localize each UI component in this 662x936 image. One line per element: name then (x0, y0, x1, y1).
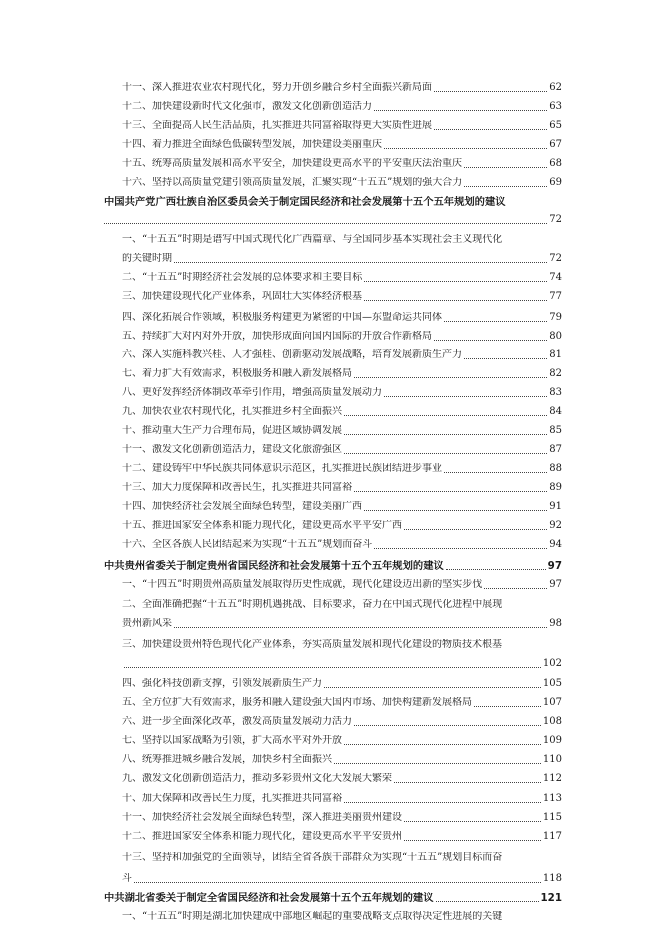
toc-page-number: 113 (542, 793, 562, 804)
dot-leader (434, 91, 547, 92)
toc-entry[interactable] (122, 579, 562, 591)
toc-entry-title: 十三、加大力度保障和改善民生，扎实推进共同富裕 (122, 482, 352, 493)
toc-entry[interactable] (122, 425, 562, 437)
toc-page-number: 80 (549, 331, 562, 342)
dot-leader (464, 186, 547, 187)
dot-leader (364, 300, 547, 301)
toc-page-number: 82 (549, 368, 562, 379)
toc-entry-continuation[interactable] (122, 873, 562, 885)
dot-leader (374, 548, 547, 549)
toc-entry[interactable] (122, 735, 562, 747)
toc-page-number: 97 (549, 579, 562, 590)
toc-entry-title[interactable]: 三、加快建设贵州特色现代化产业体系，夯实高质量发展和现代化建设的物质技术根基 (122, 639, 502, 650)
toc-entry[interactable] (122, 911, 562, 923)
toc-entry-title: 六、进一步全面深化改革，激发高质量发展动力活力 (122, 716, 352, 727)
dot-leader (324, 687, 541, 688)
toc-page-number: 89 (549, 482, 562, 493)
toc-page-number: 81 (549, 349, 562, 360)
dot-leader (444, 472, 547, 473)
toc-page-number: 67 (549, 139, 562, 150)
toc-entry-title: 十一、深入推进农业农村现代化，努力开创乡融合乡村全面振兴新局面 (122, 82, 432, 93)
toc-entry[interactable] (122, 463, 562, 475)
dot-leader (344, 802, 541, 803)
dot-leader (134, 882, 541, 883)
toc-entry-title: 七、坚持以国家战略为引领，扩大高水平对外开放 (122, 735, 342, 746)
toc-page-number: 87 (549, 444, 562, 455)
dot-leader (394, 782, 541, 783)
toc-entry-title: 三、加快建设现代化产业体系，巩固壮大实体经济根基 (122, 291, 362, 302)
toc-page-number: 63 (549, 101, 562, 112)
toc-entry-title: 十五、推进国家安全体系和能力现代化，建设更高水平平安广西 (122, 520, 402, 531)
toc-entry-continuation[interactable] (122, 618, 562, 630)
toc-entry-title: 十六、坚持以高质量党建引领高质量发展，汇聚实现“十五五”规划的强大合力 (122, 177, 463, 188)
toc-entry[interactable] (122, 349, 562, 361)
toc-entry-continuation[interactable] (122, 253, 562, 265)
toc-entry[interactable] (122, 444, 562, 456)
dot-leader (334, 763, 541, 764)
toc-page-number: 108 (542, 716, 562, 727)
toc-section-leader-row[interactable] (104, 214, 562, 226)
toc-entry[interactable] (122, 716, 562, 728)
toc-entry-title[interactable]: 一、“十五五”时期是谱写中国式现代化广西篇章、与全国同步基本实现社会主义现代化 (122, 234, 503, 245)
toc-section-title: 中共贵州省委关于制定贵州省国民经济和社会发展第十五个五年规划的建议 (104, 560, 444, 572)
toc-section-row[interactable] (104, 560, 562, 572)
dot-leader (124, 667, 541, 668)
dot-leader (474, 706, 541, 707)
toc-entry-title[interactable]: 二、全面准确把握“十五五”时期机遇挑战、目标要求，奋力在中国式现代化进程中展现 (122, 599, 503, 610)
toc-page-number: 72 (549, 214, 562, 225)
dot-leader (434, 129, 547, 130)
toc-entry-title: 四、强化科技创新支撑，引领发展新质生产力 (122, 678, 322, 689)
toc-page-number: 118 (542, 873, 562, 884)
toc-page-number: 79 (549, 312, 562, 323)
dot-leader (344, 415, 547, 416)
toc-entry-title: 四、深化拓展合作领域，积极服务构建更为紧密的中国—东盟命运共同体 (122, 312, 442, 323)
dot-leader (384, 396, 547, 397)
toc-page-number: 117 (542, 831, 562, 842)
toc-entry-title: 九、加快农业农村现代化，扎实推进乡村全面振兴 (122, 406, 342, 417)
toc-page-number: 85 (549, 425, 562, 436)
toc-entry-title: 一、“十四五”时期贵州高质量发展取得历史性成就，现代化建设迈出新的坚实步伐 (122, 579, 483, 590)
toc-page-number: 105 (542, 678, 562, 689)
toc-entry[interactable] (122, 678, 562, 690)
dot-leader (444, 321, 547, 322)
toc-section-row[interactable] (104, 892, 562, 904)
toc-entry[interactable] (122, 754, 562, 766)
dot-leader (354, 725, 541, 726)
toc-entry[interactable] (122, 312, 562, 324)
dot-leader (174, 627, 547, 628)
toc-page-number: 107 (542, 697, 562, 708)
toc-page-number: 72 (549, 253, 562, 264)
toc-page-number: 94 (549, 539, 562, 550)
toc-page-number: 112 (542, 773, 562, 784)
dot-leader (404, 529, 547, 530)
toc-page-number: 77 (549, 291, 562, 302)
toc-entry-title: 九、激发文化创新创造活力，推动多彩贵州文化大发展大繁荣 (122, 773, 392, 784)
toc-entry-title: 七、着力扩大有效需求，积极服务和融入新发展格局 (122, 368, 352, 379)
dot-leader (464, 167, 547, 168)
toc-page-number: 91 (549, 501, 562, 512)
toc-page-number: 102 (542, 658, 562, 669)
toc-entry[interactable] (122, 82, 562, 94)
toc-entry-title: 十五、统筹高质量发展和高水平安全，加快建设更高水平的平安重庆法治重庆 (122, 158, 462, 169)
toc-page-number: 97 (547, 560, 562, 572)
dot-leader (364, 510, 547, 511)
toc-entry[interactable] (122, 387, 562, 399)
dot-leader (354, 377, 547, 378)
toc-entry[interactable] (122, 101, 562, 113)
toc-page-number: 68 (549, 158, 562, 169)
toc-entry-title: 八、统筹推进城乡融合发展，加快乡村全面振兴 (122, 754, 332, 765)
toc-entry[interactable] (122, 368, 562, 380)
toc-page-number: 83 (549, 387, 562, 398)
toc-entry[interactable] (122, 120, 562, 132)
toc-entry-title: 十四、着力推进全面绿色低碳转型发展，加快建设美丽重庆 (122, 139, 382, 150)
toc-entry[interactable] (122, 520, 562, 532)
toc-entry-title: 十四、加快经济社会发展全面绿色转型，建设美丽广西 (122, 501, 362, 512)
toc-page-number: 62 (549, 82, 562, 93)
dot-leader (374, 110, 547, 111)
dot-leader (404, 840, 541, 841)
toc-entry-title: 二、“十五五”时期经济社会发展的总体要求和主要目标 (122, 272, 363, 283)
toc-entry[interactable] (122, 406, 562, 418)
toc-entry[interactable] (122, 139, 562, 151)
toc-entry-title-continued: 贵州新风采 (122, 618, 172, 629)
toc-entry[interactable] (122, 272, 562, 284)
dot-leader (384, 148, 547, 149)
toc-page-number: 109 (542, 735, 562, 746)
toc-entry[interactable] (122, 793, 562, 805)
toc-entry-title: 十六、全区各族人民团结起来为实现“十五五”规划而奋斗 (122, 539, 373, 550)
toc-entry-title: 一、“十五五”时期是湖北加快建成中部地区崛起的重要战略支点取得决定性进展的关键 (122, 911, 503, 922)
toc-entry-title: 十一、激发文化创新创造活力，建设文化旅游强区 (122, 444, 342, 455)
dot-leader (464, 358, 547, 359)
toc-page-number: 98 (549, 618, 562, 629)
toc-page-number: 121 (540, 892, 562, 904)
toc-entry-title: 五、持续扩大对内对外开放，加快形成面向国内国际的开放合作新格局 (122, 331, 432, 342)
toc-entry[interactable] (122, 158, 562, 170)
toc-entry[interactable] (122, 482, 562, 494)
toc-entry-continuation[interactable] (122, 658, 562, 670)
toc-entry-title: 十二、加快建设新时代文化强市，激发文化创新创造活力 (122, 101, 372, 112)
toc-entry-title: 十一、加快经济社会发展全面绿色转型，深入推进美丽贵州建设 (122, 812, 402, 823)
toc-entry-title: 十、加大保障和改善民生力度，扎实推进共同富裕 (122, 793, 342, 804)
dot-leader (344, 453, 547, 454)
toc-page-number: 65 (549, 120, 562, 131)
dot-leader (344, 434, 547, 435)
toc-entry-title-continued: 的关键时期 (122, 253, 172, 264)
dot-leader (354, 491, 547, 492)
toc-page-number: 110 (542, 754, 562, 765)
dot-leader (364, 281, 547, 282)
toc-entry[interactable] (122, 773, 562, 785)
toc-entry-title: 五、全方位扩大有效需求，服务和融入建设强大国内市场、加快构建新发展格局 (122, 697, 472, 708)
toc-page-number: 115 (542, 812, 562, 823)
toc-entry[interactable] (122, 291, 562, 303)
toc-entry[interactable] (122, 501, 562, 513)
toc-entry[interactable] (122, 831, 562, 843)
dot-leader (434, 340, 547, 341)
dot-leader (104, 223, 547, 224)
toc-entry-title-continued: 斗 (122, 873, 132, 884)
toc-page-number: 88 (549, 463, 562, 474)
toc-entry-title: 十二、推进国家安全体系和能力现代化，建设更高水平平安贵州 (122, 831, 402, 842)
toc-entry-title: 十、推动重大生产力合理布局，促进区域协调发展 (122, 425, 342, 436)
toc-entry-title: 八、更好发挥经济体制改革牵引作用，增强高质量发展动力 (122, 387, 382, 398)
toc-entry-title: 六、深入实施科教兴桂、人才强桂、创新驱动发展战略，培育发展新质生产力 (122, 349, 462, 360)
toc-entry-title[interactable]: 十三、坚持和加强党的全面领导，团结全省各族干部群众为实现“十五五”规划目标而奋 (122, 852, 503, 863)
toc-entry-title: 十三、全面提高人民生活品质，扎实推进共同富裕取得更大实质性进展 (122, 120, 432, 131)
toc-page-number: 92 (549, 520, 562, 531)
toc-page-number: 69 (549, 177, 562, 188)
dot-leader (404, 821, 541, 822)
toc-entry[interactable] (122, 812, 562, 824)
dot-leader (446, 569, 546, 570)
toc-page-number: 74 (549, 272, 562, 283)
toc-entry[interactable] (122, 697, 562, 709)
toc-entry-title: 十二、建设铸牢中华民族共同体意识示范区，扎实推进民族团结进步事业 (122, 463, 442, 474)
dot-leader (174, 262, 547, 263)
toc-entry[interactable] (122, 331, 562, 343)
toc-entry[interactable] (122, 177, 562, 189)
toc-section-title: 中国共产党广西壮族自治区委员会关于制定国民经济和社会发展第十五个五年规划的建议 (104, 196, 506, 208)
dot-leader (484, 588, 547, 589)
toc-page-number: 84 (549, 406, 562, 417)
dot-leader (436, 901, 539, 902)
toc-section-title: 中共湖北省委关于制定全省国民经济和社会发展第十五个五年规划的建议 (104, 892, 434, 904)
dot-leader (344, 744, 541, 745)
toc-entry[interactable] (122, 539, 562, 551)
